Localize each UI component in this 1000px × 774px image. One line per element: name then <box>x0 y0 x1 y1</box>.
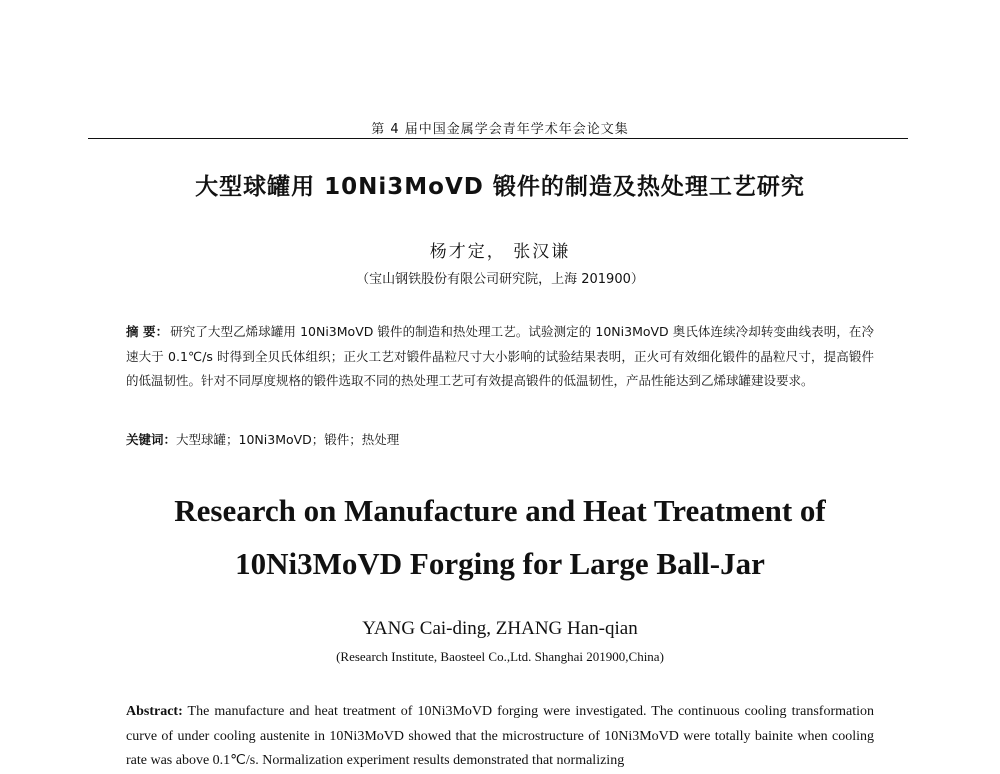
english-abstract-text: The manufacture and heat treatment of 10Ni3MoVD forging were investigated. The continuous cooling transformation curve of under cooling austenite in 10Ni3MoVD showed that the microstructure of 10Ni3MoVD were totally bainite when cooling rate was above 0.1℃/s. Normalization experiment results demonstrated that normalizing <box>126 704 874 768</box>
english-authors: YANG Cai-ding, ZHANG Han-qian <box>362 618 638 639</box>
chinese-abstract-label: 摘 要： <box>126 324 169 339</box>
header-rule <box>88 138 908 139</box>
chinese-abstract-text: 研究了大型乙烯球罐用 10Ni3MoVD 锻件的制造和热处理工艺。试验测定的 10Ni3MoVD 奥氏体连续冷却转变曲线表明，在冷速大于 0.1℃/s 时得到全贝氏体组织；正火工艺对锻件晶粒尺寸大小影响的试验结果表明，正火可有效细化锻件的晶粒尺寸，提高锻件的低温韧性。针对不同厚度规格的锻件选取不同的热处理工艺可有效提高锻件的低温韧性，产品性能达到乙烯球罐建设要求。 <box>126 324 874 388</box>
running-header: 第 4 届中国金属学会青年学术年会论文集 <box>371 122 629 137</box>
english-title-line-1: Research on Manufacture and Heat Treatment of <box>174 493 826 528</box>
chinese-authors: 杨才定， 张汉谦 <box>429 242 571 262</box>
english-affiliation: (Research Institute, Baosteel Co.,Ltd. Shanghai 201900,China) <box>336 649 664 664</box>
chinese-title: 大型球罐用 10Ni3MoVD 锻件的制造及热处理工艺研究 <box>195 174 805 200</box>
english-title-line-2: 10Ni3MoVD Forging for Large Ball-Jar <box>235 546 765 581</box>
english-abstract <box>126 700 874 774</box>
chinese-keywords-text: 大型球罐；10Ni3MoVD；锻件；热处理 <box>176 432 400 447</box>
chinese-abstract <box>126 320 874 394</box>
chinese-keywords-label: 关键词： <box>126 432 177 447</box>
chinese-keywords <box>126 430 874 450</box>
chinese-affiliation: （宝山钢铁股份有限公司研究院，上海 201900） <box>356 272 644 287</box>
english-abstract-label: Abstract: <box>126 704 183 719</box>
english-title <box>0 484 1000 590</box>
